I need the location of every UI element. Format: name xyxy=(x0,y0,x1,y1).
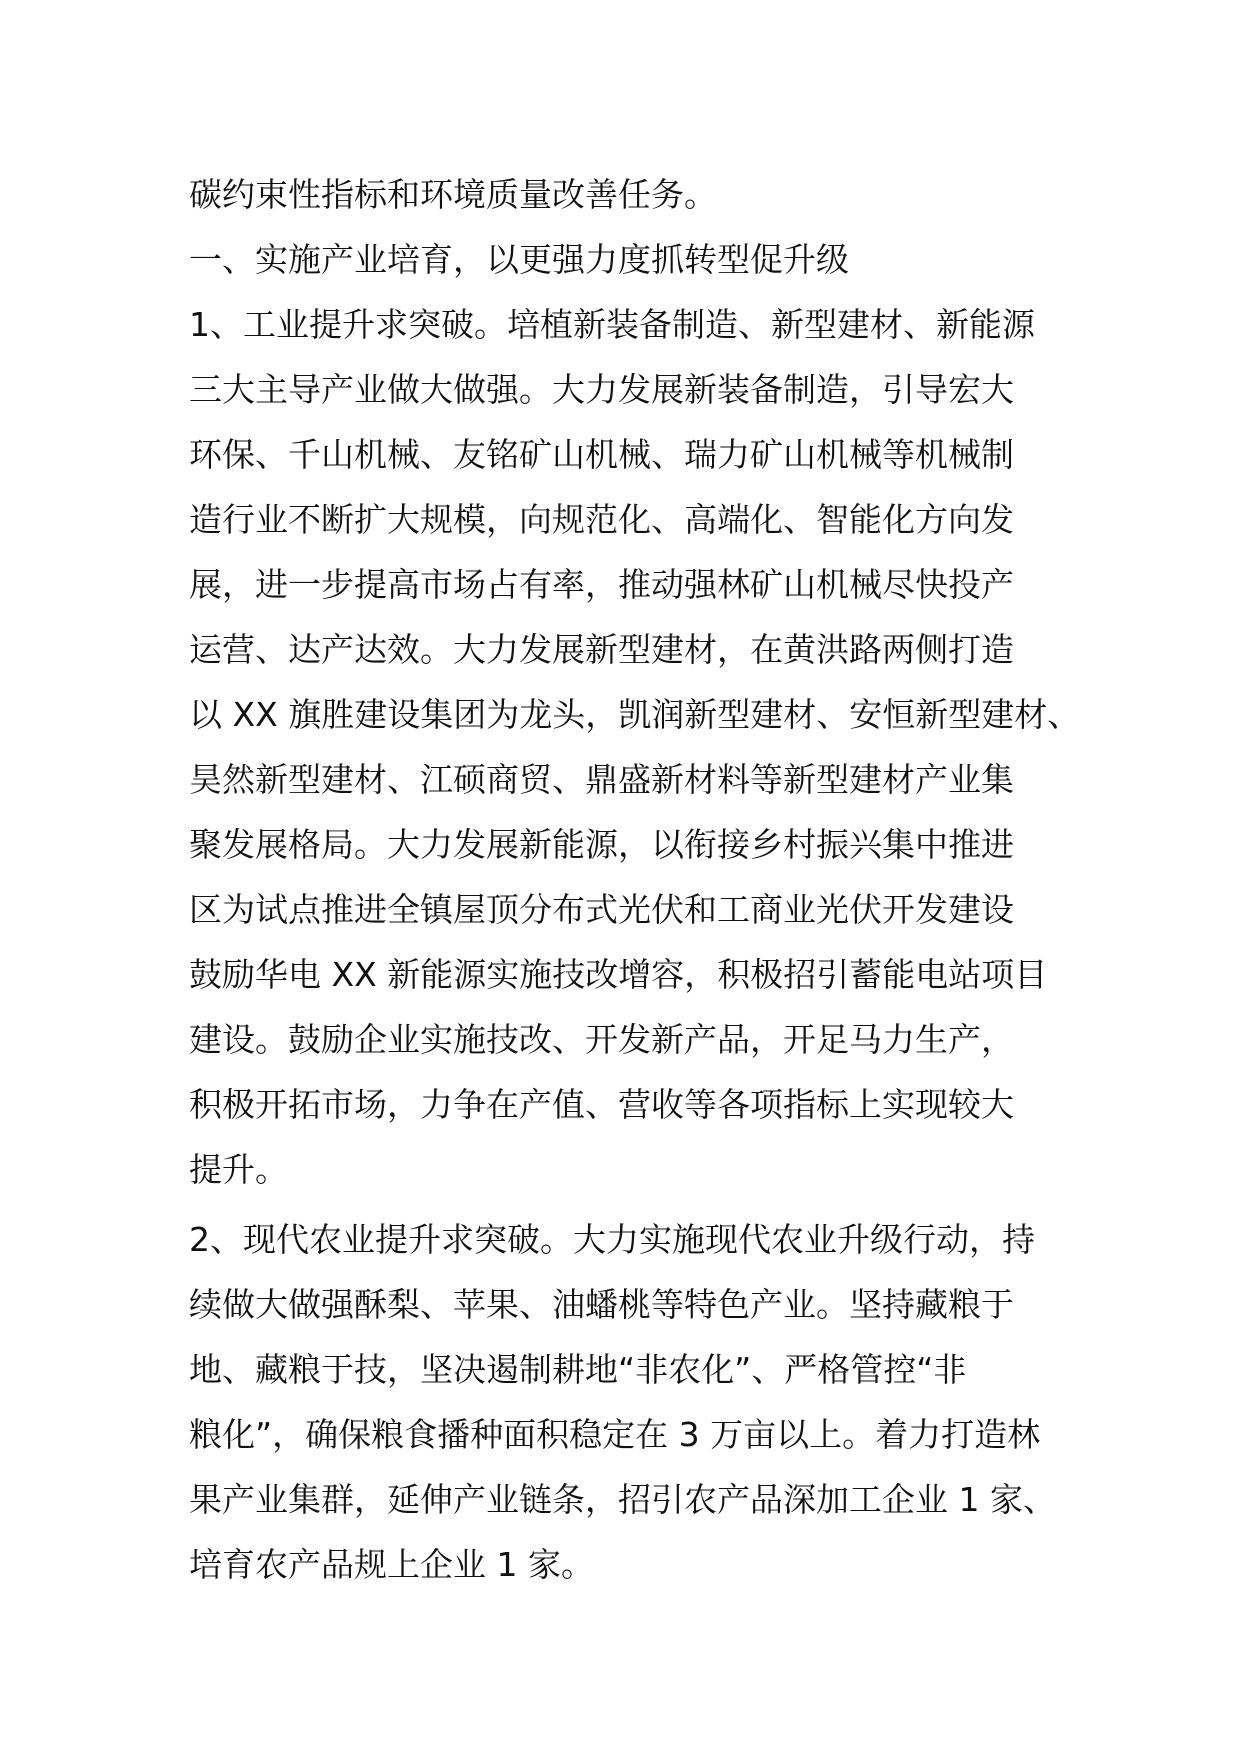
line-8: 运营、达产达效。大力发展新型建材，在黄洪路两侧打造 xyxy=(189,630,1014,669)
line-13: 鼓励华电 XX 新能源实施技改增容，积极招引蓄能电站项目 xyxy=(189,955,1048,994)
line-18: 续做大做强酥梨、苹果、油蟠桃等特色产业。坚持藏粮于 xyxy=(189,1285,1014,1324)
line-16: 提升。 xyxy=(189,1150,288,1189)
line-15: 积极开拓市场，力争在产值、营收等各项指标上实现较大 xyxy=(189,1085,1014,1124)
line-20: 粮化”，确保粮食播种面积稳定在 3 万亩以上。着力打造林 xyxy=(189,1415,1041,1454)
line-5: 环保、千山机械、友铭矿山机械、瑞力矿山机械等机械制 xyxy=(189,435,1014,474)
line-4: 三大主导产业做大做强。大力发展新装备制造，引导宏大 xyxy=(189,370,1014,409)
line-19: 地、藏粮于技，坚决遏制耕地“非农化”、严格管控“非 xyxy=(189,1350,967,1389)
line-7: 展，进一步提高市场占有率，推动强林矿山机械尽快投产 xyxy=(189,565,1014,604)
line-6: 造行业不断扩大规模，向规范化、高端化、智能化方向发 xyxy=(189,500,1014,539)
line-14: 建设。鼓励企业实施技改、开发新产品，开足马力生产， xyxy=(189,1020,1014,1059)
line-3: 1、工业提升求突破。培植新装备制造、新型建材、新能源 xyxy=(189,305,1035,344)
line-10: 昊然新型建材、江硕商贸、鼎盛新材料等新型建材产业集 xyxy=(189,760,1014,799)
line-11: 聚发展格局。大力发展新能源，以衔接乡村振兴集中推进 xyxy=(189,825,1014,864)
line-22: 培育农产品规上企业 1 家。 xyxy=(189,1545,594,1584)
line-1: 碳约束性指标和环境质量改善任务。 xyxy=(189,175,717,214)
line-21: 果产业集群，延伸产业链条，招引农产品深加工企业 1 家、 xyxy=(189,1480,1056,1519)
line-2: 一、实施产业培育，以更强力度抓转型促升级 xyxy=(189,240,849,279)
line-12: 区为试点推进全镇屋顶分布式光伏和工商业光伏开发建设 xyxy=(189,890,1014,929)
line-9: 以 XX 旗胜建设集团为龙头，凯润新型建材、安恒新型建材、 xyxy=(189,695,1081,734)
line-17: 2、现代农业提升求突破。大力实施现代农业升级行动，持 xyxy=(189,1220,1035,1259)
